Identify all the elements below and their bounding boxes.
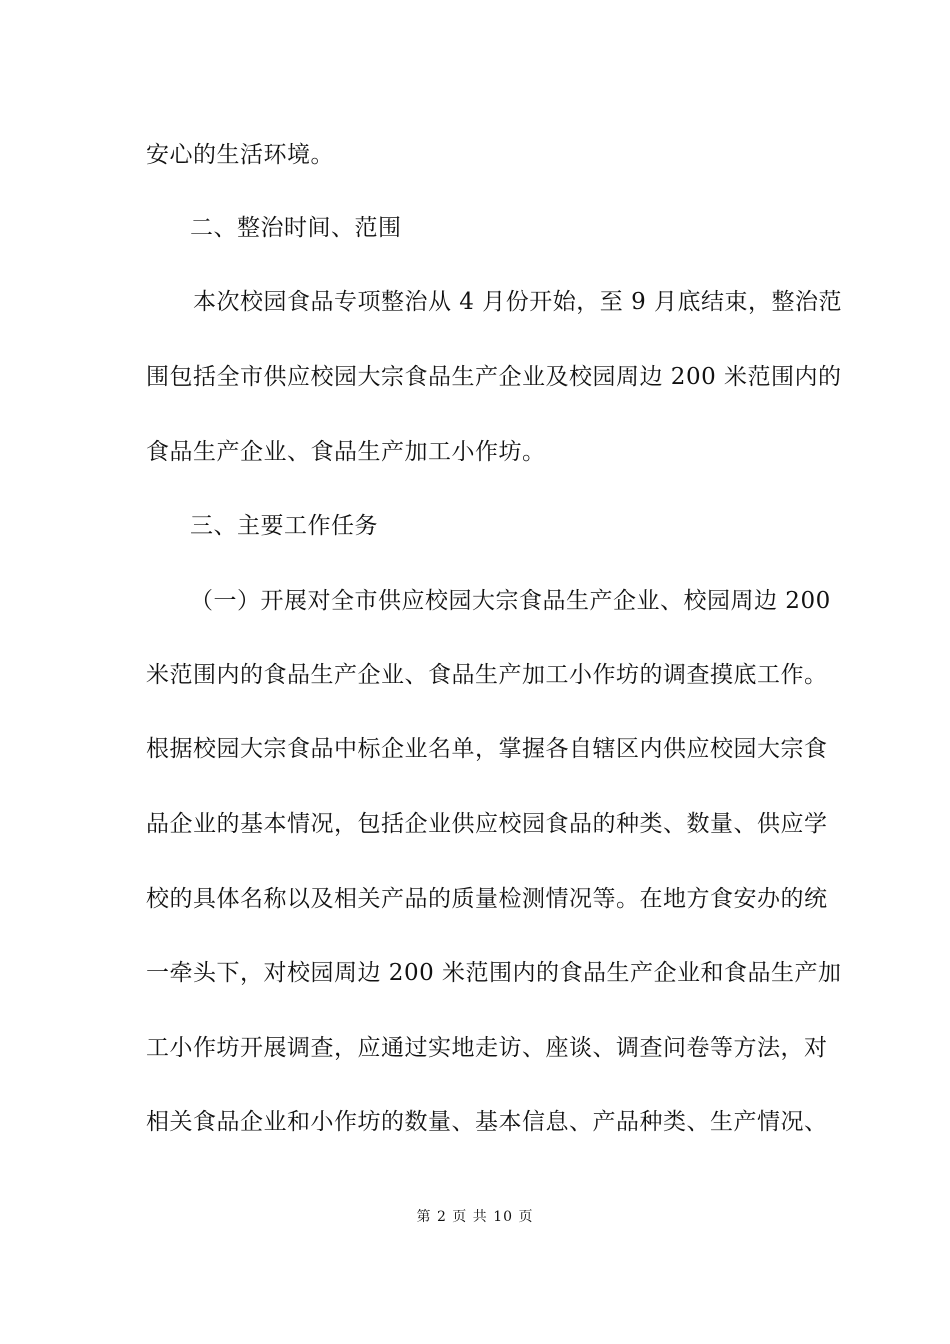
body-line-7: （一）开展对全市供应校园大宗食品生产企业、校园周边 200: [190, 588, 831, 614]
page-number-footer: 第 2 页 共 10 页: [416, 1209, 534, 1225]
body-line-10: 品企业的基本情况，包括企业供应校园食品的种类、数量、供应学: [146, 811, 828, 837]
section-heading-2: 二、整治时间、范围: [190, 215, 402, 241]
body-line-5: 食品生产企业、食品生产加工小作坊。: [146, 439, 546, 465]
body-line-12: 一牵头下，对校园周边 200 米范围内的食品生产企业和食品生产加: [146, 960, 842, 986]
body-line-8: 米范围内的食品生产企业、食品生产加工小作坊的调查摸底工作。: [146, 662, 828, 688]
body-line-9: 根据校园大宗食品中标企业名单，掌握各自辖区内供应校园大宗食: [146, 736, 828, 762]
body-line-3: 本次校园食品专项整治从 4 月份开始，至 9 月底结束，整治范: [193, 289, 843, 315]
body-line-4: 围包括全市供应校园大宗食品生产企业及校园周边 200 米范围内的: [146, 364, 842, 390]
body-line-13: 工小作坊开展调查，应通过实地走访、座谈、调查问卷等方法，对: [146, 1035, 828, 1061]
body-line-11: 校的具体名称以及相关产品的质量检测情况等。在地方食安办的统: [146, 886, 828, 912]
section-heading-3: 三、主要工作任务: [190, 513, 378, 539]
body-line-14: 相关食品企业和小作坊的数量、基本信息、产品种类、生产情况、: [146, 1109, 828, 1135]
body-line-1: 安心的生活环境。: [146, 142, 334, 168]
